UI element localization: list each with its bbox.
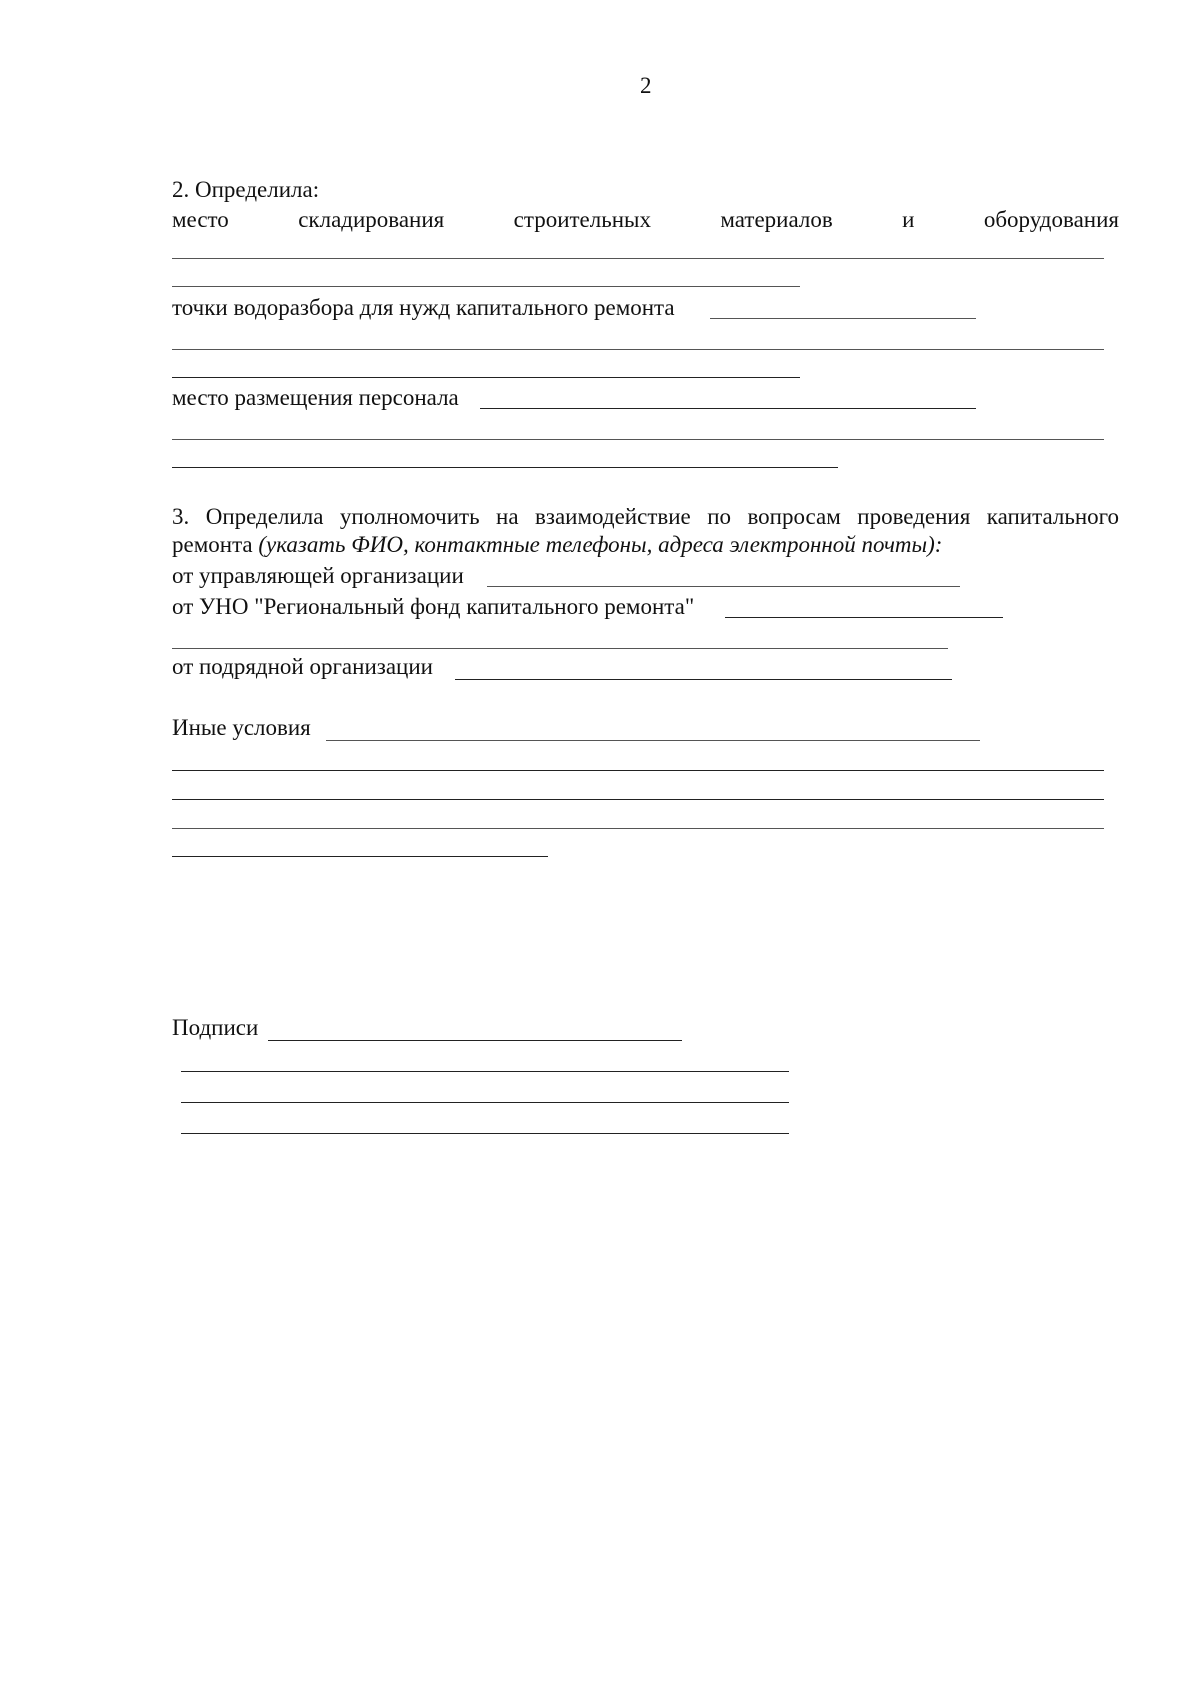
water-points-blank-line: [172, 377, 800, 378]
storage-place-line: [172, 206, 1119, 234]
personnel-label: место размещения персонала: [172, 385, 459, 410]
storage-word: и: [902, 207, 915, 232]
other-conditions-blank-line: [172, 828, 1104, 829]
management-org-label: от управляющей организации: [172, 563, 464, 588]
water-points-blank-line: [172, 349, 1104, 350]
regional-fund-label: от УНО "Региональный фонд капитального ремонта": [172, 594, 695, 619]
other-conditions-blank-line: [172, 799, 1104, 800]
regional-fund-blank-line: [172, 648, 948, 649]
contractor-field: [455, 679, 952, 680]
section3-text-italic: (указать ФИО, контактные телефоны, адреса электронной почты):: [258, 532, 943, 557]
section2-heading: 2. Определила:: [172, 177, 320, 202]
contractor-label: от подрядной организации: [172, 654, 433, 679]
water-points-label: точки водоразбора для нужд капитального ремонта: [172, 295, 675, 320]
storage-blank-line: [172, 286, 800, 287]
personnel-field: [480, 408, 976, 409]
section3-text-line2: [172, 531, 942, 559]
page-number: 2: [640, 73, 652, 98]
other-conditions-blank-line: [172, 856, 548, 857]
other-conditions-blank-line: [172, 770, 1104, 771]
storage-word: оборудования: [983, 207, 1119, 232]
management-org-field: [487, 586, 960, 587]
section3-text-plain: ремонта: [172, 532, 259, 557]
signature-line: [181, 1071, 789, 1072]
signature-line: [181, 1133, 789, 1134]
signature-line: [268, 1040, 682, 1041]
storage-word: материалов: [720, 207, 833, 232]
storage-word: место: [172, 207, 229, 232]
water-points-field: [710, 318, 976, 319]
section3-text-line1: 3. Определила уполномочить на взаимодействие по вопросам проведения капитального: [172, 504, 1119, 529]
personnel-blank-line: [172, 467, 838, 468]
other-conditions-label: Иные условия: [172, 715, 311, 740]
signatures-label: Подписи: [172, 1015, 259, 1040]
storage-blank-line: [172, 258, 1104, 259]
signature-line: [181, 1102, 789, 1103]
regional-fund-field: [725, 617, 1003, 618]
storage-word: строительных: [513, 207, 651, 232]
personnel-blank-line: [172, 439, 1104, 440]
other-conditions-field: [326, 740, 980, 741]
storage-word: складирования: [298, 207, 445, 232]
